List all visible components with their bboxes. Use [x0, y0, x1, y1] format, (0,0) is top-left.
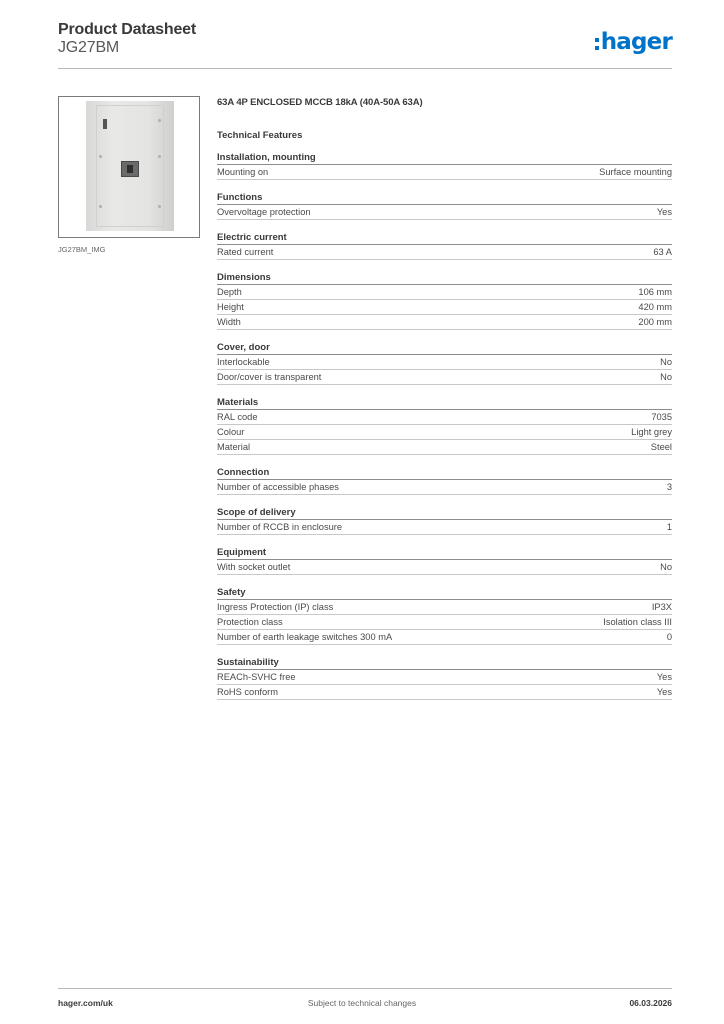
spec-row: [217, 685, 672, 700]
header-divider: [58, 68, 672, 69]
spec-value: 7035: [651, 412, 672, 422]
spec-label: Protection class: [217, 617, 283, 627]
section-title: Dimensions: [217, 270, 672, 285]
section-title: Installation, mounting: [217, 150, 672, 165]
spec-value: 0: [666, 632, 672, 642]
hager-logo: [595, 28, 672, 56]
spec-section: [217, 545, 672, 575]
spec-value: Isolation class III: [603, 617, 672, 627]
spec-section: [217, 655, 672, 700]
spec-value: 63 A: [653, 247, 672, 257]
spec-row: [217, 630, 672, 645]
spec-value: Surface mounting: [599, 167, 672, 177]
enclosure-photo: [86, 101, 174, 231]
product-title: 63A 4P ENCLOSED MCCB 18kA (40A-50A 63A): [217, 97, 423, 108]
spec-label: Mounting on: [217, 167, 269, 177]
spec-value: 106 mm: [638, 287, 672, 297]
spec-label: RAL code: [217, 412, 258, 422]
spec-row: [217, 410, 672, 425]
spec-label: Door/cover is transparent: [217, 372, 322, 382]
logo-colon-icon: [595, 38, 599, 50]
product-code: JG27BM: [58, 39, 120, 56]
section-title: Cover, door: [217, 340, 672, 355]
spec-value: No: [660, 357, 672, 367]
section-title: Materials: [217, 395, 672, 410]
technical-features-title: Technical Features: [217, 130, 303, 141]
spec-label: Width: [217, 317, 241, 327]
spec-row: [217, 615, 672, 630]
spec-label: Material: [217, 442, 251, 452]
spec-section: [217, 190, 672, 220]
footer-date: 06.03.2026: [629, 998, 672, 1008]
spec-row: [217, 440, 672, 455]
section-title: Safety: [217, 585, 672, 600]
spec-value: No: [660, 562, 672, 572]
spec-section: [217, 230, 672, 260]
footer-website: hager.com/uk: [58, 998, 113, 1008]
spec-value: No: [660, 372, 672, 382]
spec-value: 200 mm: [638, 317, 672, 327]
spec-value: Steel: [650, 442, 672, 452]
spec-row: [217, 560, 672, 575]
spec-label: Number of accessible phases: [217, 482, 339, 492]
spec-row: [217, 600, 672, 615]
section-title: Scope of delivery: [217, 505, 672, 520]
spec-label: Overvoltage protection: [217, 207, 311, 217]
spec-section: [217, 585, 672, 645]
spec-row: [217, 300, 672, 315]
spec-section: [217, 340, 672, 385]
spec-value: IP3X: [651, 602, 672, 612]
page-title: Product Datasheet: [58, 21, 196, 38]
spec-label: Number of earth leakage switches 300 mA: [217, 632, 393, 642]
spec-row: [217, 480, 672, 495]
spec-value: 420 mm: [638, 302, 672, 312]
spec-label: Height: [217, 302, 244, 312]
spec-row: [217, 370, 672, 385]
section-title: Electric current: [217, 230, 672, 245]
spec-section: [217, 270, 672, 330]
logo-text: hager: [600, 28, 672, 55]
spec-row: [217, 520, 672, 535]
spec-row: [217, 670, 672, 685]
spec-section: [217, 150, 672, 180]
spec-value: Yes: [656, 207, 672, 217]
spec-label: Colour: [217, 427, 245, 437]
spec-row: [217, 425, 672, 440]
spec-label: Rated current: [217, 247, 274, 257]
spec-label: REACh-SVHC free: [217, 672, 296, 682]
spec-value: 3: [666, 482, 672, 492]
spec-label: Number of RCCB in enclosure: [217, 522, 343, 532]
section-title: Equipment: [217, 545, 672, 560]
spec-row: [217, 165, 672, 180]
footer-divider: [58, 988, 672, 989]
spec-row: [217, 355, 672, 370]
spec-value: 1: [666, 522, 672, 532]
spec-row: [217, 285, 672, 300]
image-caption: JG27BM_IMG: [58, 245, 106, 254]
spec-row: [217, 205, 672, 220]
spec-row: [217, 315, 672, 330]
spec-value: Light grey: [631, 427, 672, 437]
product-image: [58, 96, 200, 238]
spec-label: With socket outlet: [217, 562, 291, 572]
spec-label: Interlockable: [217, 357, 270, 367]
spec-row: [217, 245, 672, 260]
spec-section: [217, 395, 672, 455]
spec-section: [217, 465, 672, 495]
spec-table: [217, 150, 672, 710]
footer-notice: Subject to technical changes: [307, 998, 417, 1008]
section-title: Connection: [217, 465, 672, 480]
section-title: Functions: [217, 190, 672, 205]
spec-label: Depth: [217, 287, 242, 297]
spec-section: [217, 505, 672, 535]
spec-value: Yes: [656, 687, 672, 697]
section-title: Sustainability: [217, 655, 672, 670]
spec-label: Ingress Protection (IP) class: [217, 602, 334, 612]
spec-label: RoHS conform: [217, 687, 278, 697]
spec-value: Yes: [656, 672, 672, 682]
